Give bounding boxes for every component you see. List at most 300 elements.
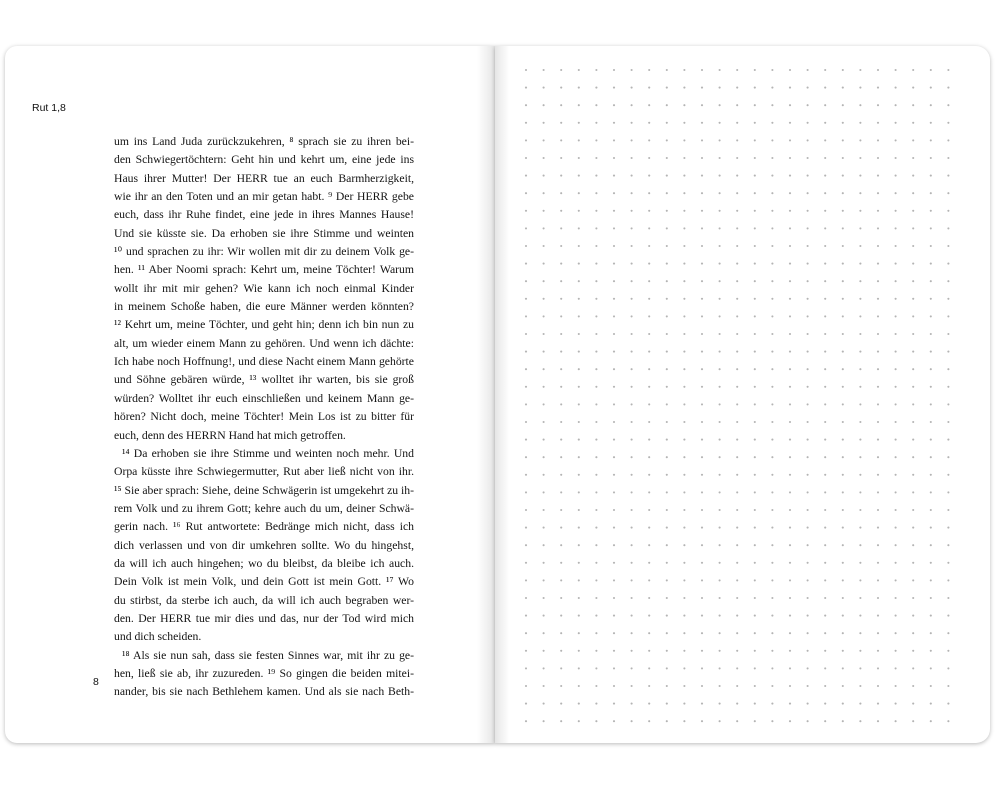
- grid-dot: [807, 192, 809, 194]
- grid-dot: [807, 104, 809, 106]
- grid-dot: [930, 615, 932, 617]
- grid-dot: [754, 456, 756, 458]
- grid-dot: [754, 280, 756, 282]
- grid-dot: [648, 69, 650, 71]
- grid-dot: [824, 421, 826, 423]
- grid-dot: [560, 527, 562, 529]
- grid-dot: [754, 579, 756, 581]
- grid-dot: [807, 139, 809, 141]
- grid-dot: [736, 368, 738, 370]
- grid-dot: [789, 245, 791, 247]
- grid-dot: [754, 69, 756, 71]
- grid-dot: [578, 491, 580, 493]
- grid-dot: [543, 351, 545, 353]
- grid-dot: [895, 685, 897, 687]
- grid-dot: [736, 491, 738, 493]
- grid-dot: [859, 87, 861, 89]
- grid-dot: [701, 386, 703, 388]
- grid-dot: [824, 456, 826, 458]
- grid-dot: [560, 474, 562, 476]
- grid-dot: [631, 527, 633, 529]
- grid-dot: [631, 703, 633, 705]
- grid-dot: [613, 122, 615, 124]
- grid-dot: [859, 210, 861, 212]
- grid-dot: [578, 597, 580, 599]
- grid-dot: [771, 227, 773, 229]
- grid-dot: [736, 298, 738, 300]
- grid-dot: [560, 104, 562, 106]
- grid-dot: [578, 139, 580, 141]
- grid-dot: [771, 315, 773, 317]
- grid-dot: [613, 87, 615, 89]
- grid-dot: [631, 315, 633, 317]
- grid-dot: [525, 87, 527, 89]
- grid-dot: [824, 192, 826, 194]
- grid-dot: [613, 579, 615, 581]
- grid-dot: [631, 227, 633, 229]
- grid-dot: [666, 579, 668, 581]
- grid-dot: [666, 632, 668, 634]
- grid-dot: [877, 544, 879, 546]
- grid-dot: [578, 456, 580, 458]
- grid-dot: [877, 562, 879, 564]
- grid-dot: [701, 597, 703, 599]
- grid-dot: [912, 579, 914, 581]
- grid-dot: [525, 333, 527, 335]
- grid-dot: [859, 298, 861, 300]
- grid-dot: [824, 315, 826, 317]
- grid-dot: [807, 298, 809, 300]
- grid-dot: [807, 210, 809, 212]
- grid-dot: [842, 509, 844, 511]
- grid-dot: [560, 333, 562, 335]
- grid-dot: [666, 386, 668, 388]
- grid-dot: [789, 157, 791, 159]
- grid-dot: [824, 562, 826, 564]
- grid-dot: [666, 439, 668, 441]
- grid-dot: [754, 386, 756, 388]
- grid-dot: [631, 122, 633, 124]
- grid-dot: [947, 139, 949, 141]
- grid-dot: [525, 439, 527, 441]
- grid-dot: [631, 403, 633, 405]
- grid-dot: [631, 139, 633, 141]
- grid-dot: [859, 527, 861, 529]
- grid-dot: [930, 210, 932, 212]
- grid-dot: [595, 615, 597, 617]
- grid-dot: [595, 491, 597, 493]
- grid-dot: [683, 579, 685, 581]
- grid-dot: [525, 104, 527, 106]
- grid-dot: [912, 650, 914, 652]
- grid-dot: [736, 69, 738, 71]
- grid-dot: [895, 192, 897, 194]
- grid-dot: [930, 315, 932, 317]
- grid-dot: [930, 227, 932, 229]
- grid-dot: [895, 351, 897, 353]
- grid-dot: [578, 104, 580, 106]
- grid-dot: [595, 597, 597, 599]
- grid-dot: [912, 368, 914, 370]
- grid-dot: [842, 615, 844, 617]
- grid-dot: [754, 685, 756, 687]
- grid-dot: [595, 403, 597, 405]
- grid-dot: [631, 544, 633, 546]
- grid-dot: [807, 579, 809, 581]
- grid-dot: [789, 403, 791, 405]
- grid-dot: [719, 667, 721, 669]
- text-line: Orpa küsste ihre Schwiegermutter, Rut aber ließ nicht von ihr.: [114, 465, 414, 479]
- grid-dot: [807, 403, 809, 405]
- grid-dot: [771, 509, 773, 511]
- grid-dot: [859, 227, 861, 229]
- grid-dot: [719, 720, 721, 722]
- grid-dot: [930, 544, 932, 546]
- grid-dot: [683, 368, 685, 370]
- grid-dot: [683, 87, 685, 89]
- grid-dot: [895, 527, 897, 529]
- grid-dot: [719, 351, 721, 353]
- grid-dot: [683, 632, 685, 634]
- grid-dot: [859, 509, 861, 511]
- grid-dot: [842, 139, 844, 141]
- grid-dot: [736, 474, 738, 476]
- text-line: Ich habe noch Hoffnung!, und diese Nacht einem Mann gehörte: [114, 355, 414, 369]
- grid-dot: [648, 175, 650, 177]
- grid-dot: [613, 139, 615, 141]
- grid-dot: [895, 69, 897, 71]
- grid-dot: [842, 544, 844, 546]
- grid-dot: [648, 597, 650, 599]
- grid-dot: [560, 509, 562, 511]
- grid-dot: [895, 632, 897, 634]
- grid-dot: [648, 157, 650, 159]
- grid-dot: [754, 632, 756, 634]
- grid-dot: [683, 650, 685, 652]
- grid-dot: [912, 720, 914, 722]
- grid-dot: [666, 139, 668, 141]
- grid-dot: [842, 421, 844, 423]
- grid-dot: [947, 122, 949, 124]
- grid-dot: [947, 439, 949, 441]
- grid-dot: [877, 421, 879, 423]
- grid-dot: [895, 157, 897, 159]
- grid-dot: [736, 720, 738, 722]
- grid-dot: [807, 351, 809, 353]
- grid-dot: [947, 597, 949, 599]
- grid-dot: [719, 192, 721, 194]
- grid-dot: [912, 421, 914, 423]
- grid-dot: [930, 685, 932, 687]
- grid-dot: [543, 368, 545, 370]
- grid-dot: [666, 122, 668, 124]
- grid-dot: [754, 122, 756, 124]
- grid-dot: [648, 139, 650, 141]
- grid-dot: [859, 456, 861, 458]
- grid-dot: [666, 69, 668, 71]
- grid-dot: [525, 315, 527, 317]
- grid-dot: [719, 544, 721, 546]
- grid-dot: [877, 403, 879, 405]
- grid-dot: [666, 333, 668, 335]
- grid-dot: [895, 491, 897, 493]
- grid-dot: [595, 69, 597, 71]
- grid-dot: [789, 227, 791, 229]
- grid-dot: [912, 263, 914, 265]
- grid-dot: [648, 104, 650, 106]
- grid-dot: [543, 685, 545, 687]
- grid-dot: [560, 597, 562, 599]
- grid-dot: [789, 579, 791, 581]
- grid-dot: [701, 544, 703, 546]
- grid-dot: [701, 527, 703, 529]
- grid-dot: [824, 439, 826, 441]
- grid-dot: [613, 650, 615, 652]
- grid-dot: [719, 280, 721, 282]
- grid-dot: [719, 491, 721, 493]
- grid-dot: [895, 386, 897, 388]
- grid-dot: [701, 104, 703, 106]
- grid-dot: [648, 192, 650, 194]
- grid-dot: [683, 562, 685, 564]
- grid-dot: [525, 615, 527, 617]
- grid-dot: [543, 175, 545, 177]
- grid-dot: [771, 192, 773, 194]
- grid-dot: [842, 650, 844, 652]
- grid-dot: [877, 245, 879, 247]
- grid-dot: [930, 175, 932, 177]
- grid-dot: [754, 333, 756, 335]
- grid-dot: [842, 474, 844, 476]
- grid-dot: [947, 615, 949, 617]
- grid-dot: [525, 562, 527, 564]
- grid-dot: [930, 351, 932, 353]
- grid-dot: [595, 315, 597, 317]
- grid-dot: [683, 720, 685, 722]
- grid-dot: [859, 403, 861, 405]
- grid-dot: [807, 491, 809, 493]
- running-head: Rut 1,8: [32, 102, 66, 114]
- grid-dot: [912, 192, 914, 194]
- grid-dot: [895, 87, 897, 89]
- grid-dot: [859, 720, 861, 722]
- book-spread: [5, 46, 990, 743]
- grid-dot: [912, 386, 914, 388]
- grid-dot: [789, 474, 791, 476]
- grid-dot: [525, 280, 527, 282]
- grid-dot: [807, 685, 809, 687]
- grid-dot: [877, 527, 879, 529]
- grid-dot: [613, 386, 615, 388]
- grid-dot: [754, 544, 756, 546]
- grid-dot: [701, 157, 703, 159]
- grid-dot: [560, 579, 562, 581]
- grid-dot: [754, 615, 756, 617]
- grid-dot: [701, 562, 703, 564]
- grid-dot: [842, 562, 844, 564]
- grid-dot: [543, 210, 545, 212]
- grid-dot: [930, 87, 932, 89]
- grid-dot: [789, 386, 791, 388]
- grid-dot: [912, 597, 914, 599]
- text-line: euch, dass ihr Ruhe findet, eine jede in ihres Mannes Hause!: [114, 208, 414, 222]
- grid-dot: [595, 210, 597, 212]
- grid-dot: [525, 491, 527, 493]
- grid-dot: [648, 703, 650, 705]
- grid-dot: [930, 421, 932, 423]
- grid-dot: [683, 227, 685, 229]
- grid-dot: [877, 386, 879, 388]
- grid-dot: [842, 227, 844, 229]
- grid-dot: [613, 210, 615, 212]
- grid-dot: [912, 245, 914, 247]
- grid-dot: [666, 245, 668, 247]
- grid-dot: [754, 87, 756, 89]
- grid-dot: [683, 157, 685, 159]
- grid-dot: [543, 650, 545, 652]
- grid-dot: [543, 667, 545, 669]
- grid-dot: [912, 139, 914, 141]
- grid-dot: [824, 615, 826, 617]
- grid-dot: [877, 87, 879, 89]
- grid-dot: [789, 527, 791, 529]
- grid-dot: [807, 157, 809, 159]
- grid-dot: [683, 403, 685, 405]
- grid-dot: [578, 667, 580, 669]
- grid-dot: [525, 667, 527, 669]
- grid-dot: [613, 597, 615, 599]
- grid-dot: [807, 667, 809, 669]
- grid-dot: [666, 527, 668, 529]
- grid-dot: [543, 192, 545, 194]
- grid-dot: [648, 386, 650, 388]
- grid-dot: [560, 192, 562, 194]
- grid-dot: [613, 562, 615, 564]
- grid-dot: [824, 632, 826, 634]
- grid-dot: [842, 157, 844, 159]
- grid-dot: [824, 703, 826, 705]
- grid-dot: [807, 175, 809, 177]
- grid-dot: [859, 192, 861, 194]
- grid-dot: [824, 175, 826, 177]
- text-line: du stirbst, da sterbe ich auch, da will ich auch begraben wer-: [114, 593, 414, 607]
- grid-dot: [701, 139, 703, 141]
- grid-dot: [807, 650, 809, 652]
- grid-dot: [666, 351, 668, 353]
- grid-dot: [807, 456, 809, 458]
- grid-dot: [543, 69, 545, 71]
- grid-dot: [648, 263, 650, 265]
- grid-dot: [895, 544, 897, 546]
- grid-dot: [719, 403, 721, 405]
- grid-dot: [701, 175, 703, 177]
- grid-dot: [947, 650, 949, 652]
- grid-dot: [895, 175, 897, 177]
- grid-dot: [719, 210, 721, 212]
- text-line: ¹⁸ Als sie nun sah, dass sie festen Sinnes war, mit ihr zu ge-: [122, 648, 414, 662]
- grid-dot: [807, 122, 809, 124]
- grid-dot: [789, 139, 791, 141]
- grid-dot: [613, 491, 615, 493]
- grid-dot: [560, 139, 562, 141]
- grid-dot: [719, 69, 721, 71]
- grid-dot: [648, 667, 650, 669]
- grid-dot: [807, 632, 809, 634]
- grid-dot: [683, 298, 685, 300]
- grid-dot: [683, 122, 685, 124]
- grid-dot: [525, 227, 527, 229]
- grid-dot: [842, 122, 844, 124]
- grid-dot: [859, 491, 861, 493]
- grid-dot: [560, 667, 562, 669]
- grid-dot: [877, 597, 879, 599]
- grid-dot: [595, 685, 597, 687]
- grid-dot: [613, 333, 615, 335]
- grid-dot: [631, 245, 633, 247]
- grid-dot: [930, 562, 932, 564]
- grid-dot: [595, 122, 597, 124]
- grid-dot: [930, 650, 932, 652]
- grid-dot: [807, 474, 809, 476]
- grid-dot: [648, 685, 650, 687]
- grid-dot: [877, 175, 879, 177]
- grid-dot: [560, 122, 562, 124]
- grid-dot: [930, 386, 932, 388]
- grid-dot: [701, 192, 703, 194]
- grid-dot: [578, 386, 580, 388]
- grid-dot: [648, 456, 650, 458]
- grid-dot: [648, 579, 650, 581]
- grid-dot: [736, 527, 738, 529]
- grid-dot: [595, 667, 597, 669]
- grid-dot: [842, 632, 844, 634]
- grid-dot: [895, 597, 897, 599]
- grid-dot: [543, 615, 545, 617]
- grid-dot: [895, 650, 897, 652]
- grid-dot: [842, 104, 844, 106]
- grid-dot: [683, 544, 685, 546]
- grid-dot: [736, 421, 738, 423]
- grid-dot: [771, 245, 773, 247]
- grid-dot: [824, 544, 826, 546]
- grid-dot: [895, 104, 897, 106]
- grid-dot: [719, 227, 721, 229]
- grid-dot: [578, 544, 580, 546]
- grid-dot: [947, 720, 949, 722]
- grid-dot: [859, 263, 861, 265]
- grid-dot: [930, 122, 932, 124]
- grid-dot: [771, 615, 773, 617]
- grid-dot: [666, 298, 668, 300]
- grid-dot: [912, 632, 914, 634]
- grid-dot: [824, 69, 826, 71]
- grid-dot: [842, 720, 844, 722]
- grid-dot: [631, 491, 633, 493]
- grid-dot: [560, 650, 562, 652]
- grid-dot: [842, 245, 844, 247]
- grid-dot: [631, 333, 633, 335]
- grid-dot: [525, 650, 527, 652]
- grid-dot: [560, 685, 562, 687]
- grid-dot: [719, 632, 721, 634]
- grid-dot: [525, 632, 527, 634]
- grid-dot: [947, 87, 949, 89]
- grid-dot: [631, 280, 633, 282]
- grid-dot: [807, 544, 809, 546]
- grid-dot: [648, 315, 650, 317]
- grid-dot: [912, 667, 914, 669]
- grid-dot: [807, 527, 809, 529]
